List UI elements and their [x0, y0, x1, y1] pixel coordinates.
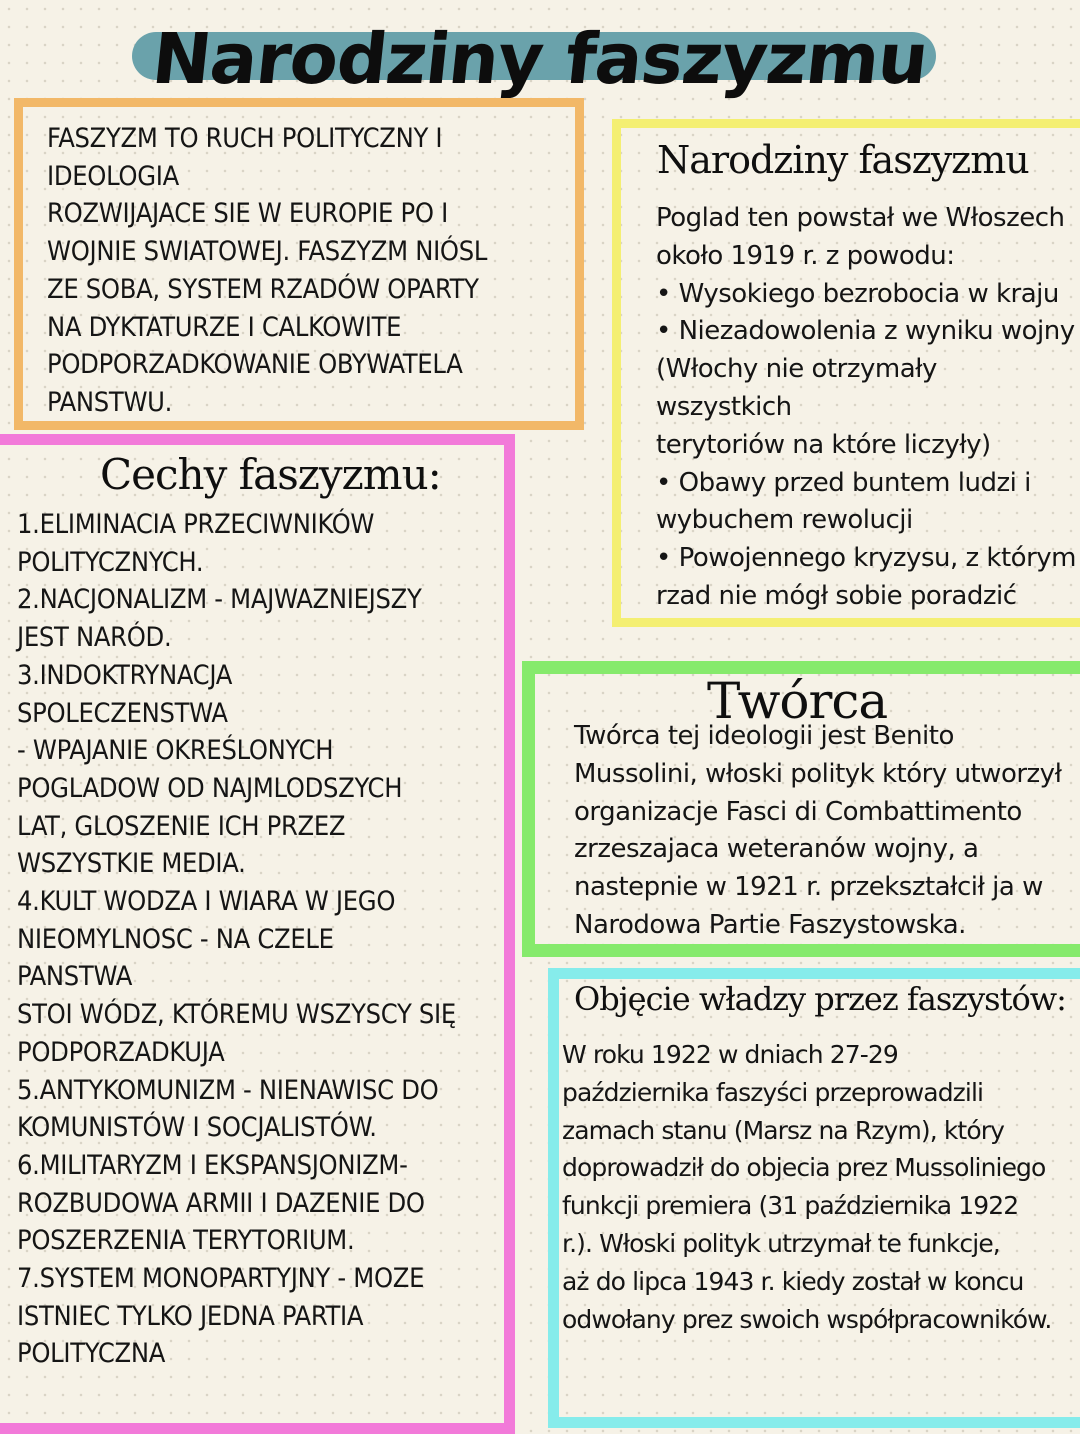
origins-heading: Narodziny faszyzmu — [657, 138, 1029, 182]
page-title: Narodziny faszyzmu — [148, 18, 932, 100]
power-text: W roku 1922 w dniach 27-29 października faszyści przeprowadzili zamach stanu (Marsz na Rzym), który doprowadził do objecia prez Mussoliniego funkcji premiera (31 października 1922 r.). Włoski polityk utrzymał te funkcje, aż do lipca 1943 r. kiedy został w koncu odwołany prez swoich współpracowników. — [562, 1040, 1052, 1334]
definition-text: FASZYZM TO RUCH POLITYCZNY I IDEOLOGIA ROZWIJAJACE SIE W EUROPIE PO I WOJNIE SWIATOWEJ. FASZYZM NIÓSL ZE SOBA, SYSTEM RZADÓW OPARTY NA DYKTATURZE I CALKOWITE PODPORZADKOWANIE OBYWATELA PANSTWU. — [47, 123, 488, 418]
origins-text: Poglad ten powstał we Włoszech około 1919 r. z powodu: • Wysokiego bezrobocia w kraju • Niezadowolenia z wyniku wojny (Włochy nie otrzymały wszystkich terytoriów na które liczyły) • Obawy przed buntem ludzi i wybuchem rewolucji • Powojennego kryzysu, z którym rzad nie mógł sobie poradzić — [656, 203, 1076, 611]
creator-text: Twórca tej ideologii jest Benito Mussolini, włoski polityk który utworzył organizacje Fasci di Combattimento zrzeszajaca weteranów wojny, a nastepnie w 1921 r. przekształcił ja w Narodowa Partie Faszystowska. — [574, 721, 1062, 940]
power-heading: Objęcie władzy przez faszystów: — [574, 980, 1066, 1018]
features-heading: Cechy faszyzmu: — [100, 450, 441, 499]
features-text: 1.ELIMINACIA PRZECIWNIKÓW POLITYCZNYCH. 2.NACJONALIZM - MAJWAZNIEJSZY JEST NARÓD. 3.INDOKTRYNACJA SPOLECZENSTWA - WPAJANIE OKREŚLONYCH POGLADOW OD NAJMLODSZYCH LAT, GLOSZENIE ICH PRZEZ WSZYSTKIE MEDIA. 4.KULT WODZA I WIARA W JEGO NIEOMYLNOSC - NA CZELE PANSTWA STOI WÓDZ, KTÓREMU WSZYSCY SIĘ PODPORZADKUJA 5.ANTYKOMUNIZM - NIENAWISC DO KOMUNISTÓW I SOCJALISTÓW. 6.MILITARYZM I EKSPANSJONIZM- ROZBUDOWA ARMII I DAZENIE DO POSZERZENIA TERYTORIUM. 7.SYSTEM MONOPARTYJNY - MOZE ISTNIEC TYLKO JEDNA PARTIA POLITYCZNA — [17, 509, 456, 1370]
creator-heading: Twórca — [707, 672, 888, 730]
